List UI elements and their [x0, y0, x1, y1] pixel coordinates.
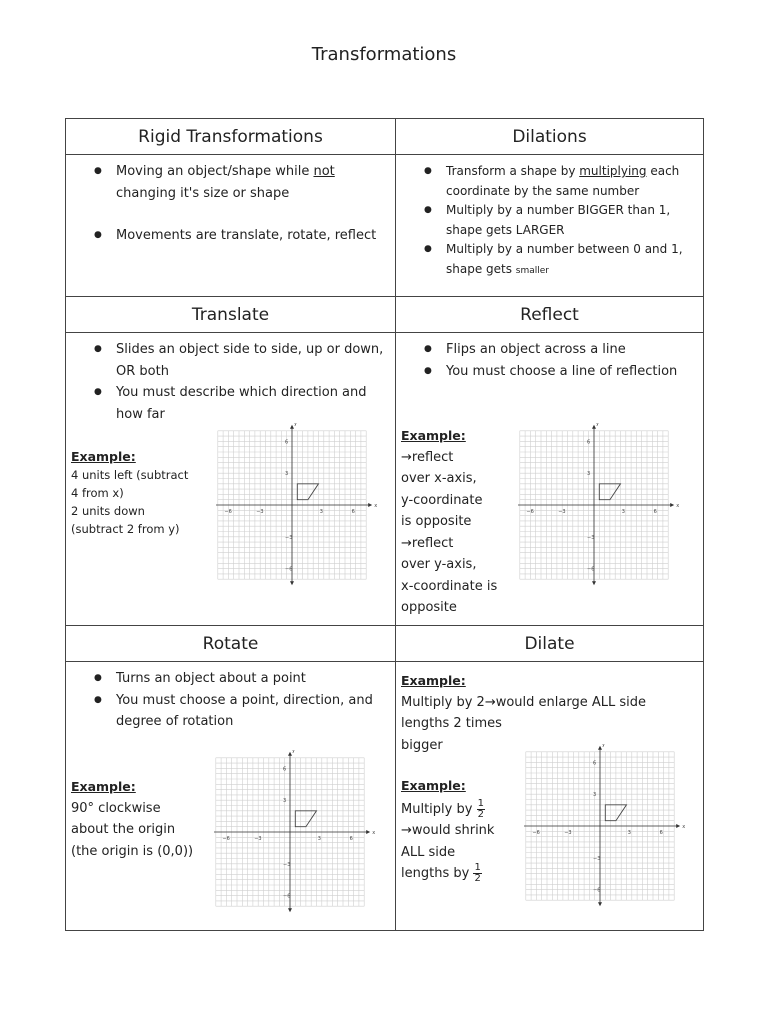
transformations-table: [65, 118, 704, 931]
coordinate-graph: [524, 744, 692, 918]
graph-svg: [214, 750, 382, 920]
translate-example: Example: 4 units left (subtract 4 from x) 2 units down (subtract 2 from y): [71, 449, 189, 536]
y-tick-label: −3: [593, 855, 601, 862]
y-tick-label: 6: [593, 760, 597, 767]
y-tick-label: −6: [587, 566, 595, 573]
x-tick-label: 3: [317, 836, 321, 842]
y-tick-label: 3: [587, 471, 591, 478]
list-item: ● Moving an object/shape while not changing it's size or shape: [116, 161, 395, 204]
rigid-list: [66, 161, 395, 247]
list-item: ● You must describe which direction and how far: [116, 382, 395, 425]
y-axis-label: y: [596, 423, 599, 427]
y-tick-label: −6: [285, 566, 293, 573]
list-item: ● Slides an object side to side, up or down, OR both: [116, 339, 395, 382]
page-title: Transformations: [311, 44, 457, 65]
list-item: ● Turns an object about a point: [116, 668, 395, 690]
y-tick-label: 6: [285, 439, 289, 446]
y-tick-label: −6: [283, 893, 291, 900]
y-tick-label: 3: [593, 792, 597, 799]
y-tick-label: −3: [285, 534, 293, 541]
dilations-list: [396, 162, 703, 281]
dilate-example-2: Example: Multiply by $\frac{1}{2}$ →would shrink ALL side lengths by $\frac{1}{2}$: [401, 778, 495, 884]
x-tick-label: 6: [653, 509, 657, 515]
x-axis-label: x: [676, 503, 680, 509]
list-item: ● Multiply by a number BIGGER than 1, shape gets LARGER: [446, 201, 703, 240]
y-tick-label: 6: [587, 439, 591, 446]
list-item: ● You must choose a line of reflection: [446, 361, 703, 383]
list-item: ● Movements are translate, rotate, reflect: [116, 225, 395, 247]
x-tick-label: −6: [224, 509, 232, 515]
rotate-header: Rotate: [66, 626, 396, 662]
translate-list: [66, 333, 395, 425]
y-axis-label: y: [292, 750, 295, 754]
x-tick-label: −3: [558, 509, 566, 515]
dilate-example-1: Example: Multiply by 2→would enlarge ALL side lengths 2 times bigger: [401, 673, 646, 753]
dilate-header: Dilate: [396, 626, 704, 662]
graph-svg: [216, 423, 384, 593]
y-tick-label: 3: [285, 471, 289, 478]
x-tick-label: 6: [351, 509, 355, 515]
dilations-header: Dilations: [396, 119, 704, 155]
translate-header: Translate: [66, 297, 396, 333]
x-tick-label: −6: [526, 509, 534, 515]
reflect-header: Reflect: [396, 297, 704, 333]
rotate-example: Example: 90° clockwise about the origin (the origin is (0,0)): [71, 779, 194, 859]
x-tick-label: −3: [256, 509, 264, 515]
x-tick-label: 6: [659, 830, 663, 836]
list-item: ● Multiply by a number between 0 and 1, shape gets smaller: [446, 240, 703, 281]
coordinate-graph: [216, 423, 384, 597]
y-tick-label: −3: [587, 534, 595, 541]
x-axis-label: x: [682, 824, 686, 830]
rotate-list: [66, 662, 395, 733]
y-tick-label: −6: [593, 887, 601, 894]
coordinate-graph: [214, 750, 382, 924]
coordinate-graph: [518, 423, 686, 597]
rigid-header: Rigid Transformations: [66, 119, 396, 155]
x-tick-label: −3: [564, 830, 572, 836]
list-item: ● You must choose a point, direction, and degree of rotation: [116, 690, 395, 733]
list-item: ● Flips an object across a line: [446, 339, 703, 361]
x-tick-label: 6: [349, 836, 353, 842]
list-item: ● Transform a shape by multiplying each coordinate by the same number: [446, 162, 703, 201]
reflect-example: Example: →reflect over x-axis, y-coordinate is opposite →reflect over y-axis, x-coordinate is opposite: [401, 428, 498, 615]
x-axis-label: x: [374, 503, 378, 509]
y-axis-label: y: [294, 423, 297, 427]
x-axis-label: x: [372, 830, 376, 836]
y-axis-label: y: [602, 744, 605, 748]
graph-svg: [524, 744, 692, 914]
fraction: $\frac{1}{2}$: [474, 862, 481, 884]
fraction: $\frac{1}{2}$: [477, 797, 484, 820]
graph-svg: [518, 423, 686, 593]
x-tick-label: −6: [222, 836, 230, 842]
x-tick-label: 3: [319, 509, 323, 515]
y-tick-label: −3: [283, 861, 291, 868]
x-tick-label: −6: [532, 830, 540, 836]
x-tick-label: 3: [621, 509, 625, 515]
reflect-list: [396, 333, 703, 382]
y-tick-label: 3: [283, 798, 287, 805]
y-tick-label: 6: [283, 766, 287, 773]
x-tick-label: 3: [627, 830, 631, 836]
x-tick-label: −3: [254, 836, 262, 842]
